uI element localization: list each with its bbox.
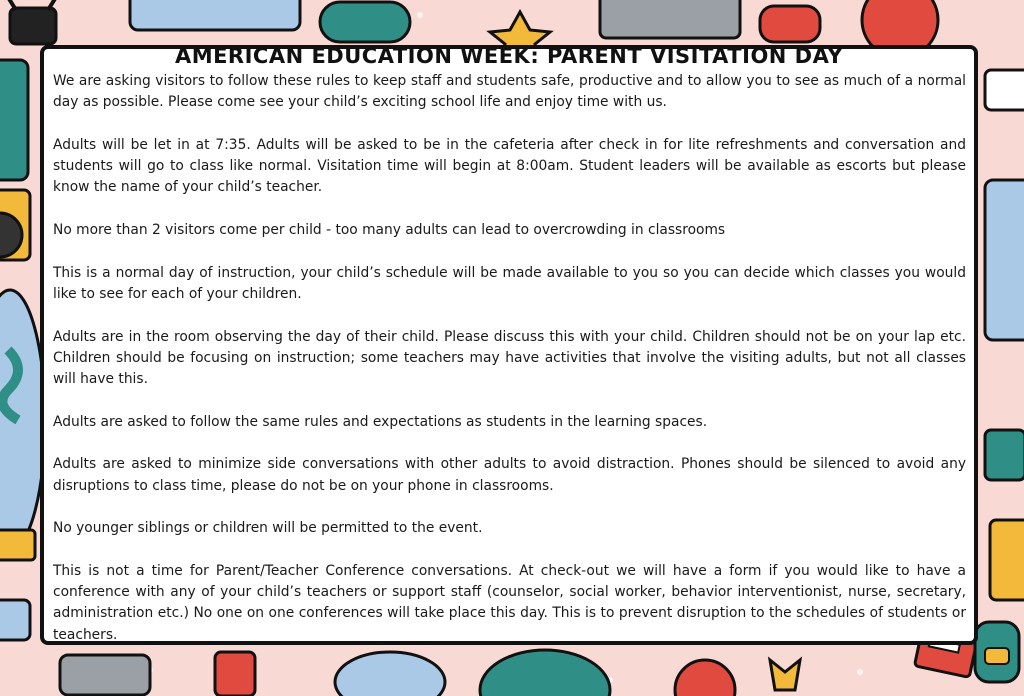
ruler-icon [600, 0, 740, 38]
binder-clip-icon [6, 0, 58, 44]
page-title: AMERICAN EDUCATION WEEK: PARENT VISITATION DAY [174, 44, 844, 68]
paragraph-visitor-limit: No more than 2 visitors come per child - too many adults can lead to overcrowding in classrooms [53, 222, 726, 239]
paragraph-siblings: No younger siblings or children will be permitted to the event. [53, 520, 483, 537]
paragraph-schedule: This is a normal day of instruction, your child’s schedule will be made available to you so you can decide which classes you would like to see for each of your children. [53, 264, 966, 302]
paragraph-intro: We are asking visitors to follow these rules to keep staff and students safe, productive and to allow you to see as much of a normal day as possible. Please come see your child’s exciting school life and enjoy time with us. [53, 73, 966, 111]
notice-body [53, 71, 966, 646]
paragraph-observing: Adults are in the room observing the day of their child. Please discuss this with your child. Children should not be on your lap etc. Children should be focusing on instruction; some teachers may have activities that involve the visiting adults, but not all classes will have this. [53, 328, 966, 388]
paragraph-rules: Adults are asked to follow the same rules and expectations as students in the learning spaces. [53, 413, 708, 430]
paragraph-distractions: Adults are asked to minimize side conversations with other adults to avoid distraction. Phones should be silenced to avoid any disruptions to class time, please do not be on your phone in classrooms. [53, 456, 966, 494]
backpack-icon [975, 622, 1019, 682]
notice-card [40, 45, 978, 645]
paragraph-arrival: Adults will be let in at 7:35. Adults will be asked to be in the cafeteria after check in for lite refreshments and conversation and students will go to class like normal. Visitation time will begin at 8:00am. Student leaders will be available as escorts but please know the name of your child’s teacher. [53, 136, 966, 196]
paragraph-conferences: This is not a time for Parent/Teacher Conference conversations. At check-out we will have a form if you would like to have a conference with any of your child’s teachers or support staff (counselor, social worker, behavior interventionist, nurse, secretary, administration etc.) No one on one conferences will take place this day. This is to prevent disruption to the schedules of students or teachers. [53, 562, 966, 643]
